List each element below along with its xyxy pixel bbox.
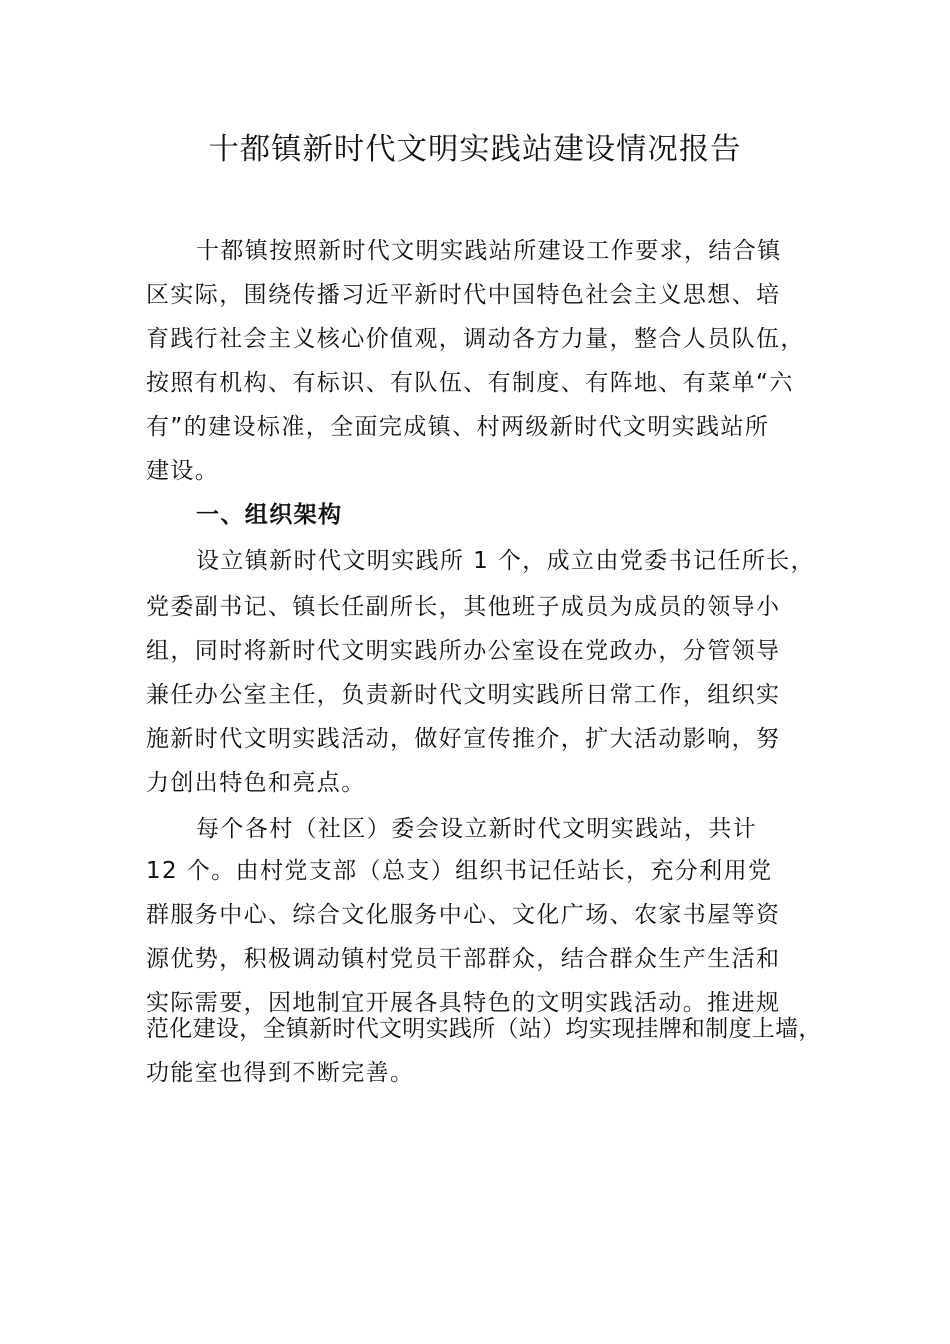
paragraph-1-line-4: 按照有机构、有标识、有队伍、有制度、有阵地、有菜单“六 (146, 370, 794, 396)
paragraph-2-line-5: 施新时代文明实践活动，做好宣传推介，扩大活动影响，努 (146, 726, 781, 752)
paragraph-1-line-2: 区实际，围绕传播习近平新时代中国特色社会主义思想、培 (146, 282, 781, 308)
paragraph-3-line-7: 功能室也得到不断完善。 (146, 1060, 415, 1086)
paragraph-2-line-3: 组，同时将新时代文明实践所办公室设在党政办，分管领导 (146, 638, 781, 664)
paragraph-3-line-3: 群服务中心、综合文化服务中心、文化广场、农家书屋等资 (146, 902, 781, 928)
paragraph-2-line-1: 设立镇新时代文明实践所 1 个，成立由党委书记任所长， (196, 548, 816, 574)
paragraph-1-line-5: 有”的建设标准，全面完成镇、村两级新时代文明实践站所 (146, 414, 770, 440)
paragraph-3-line-2: 12 个。由村党支部（总支）组织书记任站长，充分利用党 (146, 858, 773, 884)
paragraph-1-line-6: 建设。 (146, 458, 220, 484)
paragraph-2-line-4: 兼任办公室主任，负责新时代文明实践所日常工作，组织实 (146, 682, 781, 708)
paragraph-3-line-6: 范化建设，全镇新时代文明实践所（站）均实现挂牌和制度上墙， (146, 1016, 822, 1042)
section-heading-organization: 一、组织架构 (196, 502, 343, 528)
paragraph-1-line-1: 十都镇按照新时代文明实践站所建设工作要求，结合镇 (196, 238, 782, 264)
paragraph-3-line-4: 源优势，积极调动镇村党员干部群众，结合群众生产生活和 (146, 946, 781, 972)
document-title: 十都镇新时代文明实践站建设情况报告 (208, 132, 742, 167)
paragraph-3-line-1: 每个各村（社区）委会设立新时代文明实践站，共计 (196, 816, 758, 842)
paragraph-3-line-5: 实际需要，因地制宜开展各具特色的文明实践活动。推进规 (146, 990, 781, 1016)
paragraph-2-line-6: 力创出特色和亮点。 (146, 770, 366, 796)
paragraph-1-line-3: 育践行社会主义核心价值观，调动各方力量，整合人员队伍， (146, 326, 805, 352)
paragraph-2-line-2: 党委副书记、镇长任副所长，其他班子成员为成员的领导小 (146, 594, 781, 620)
